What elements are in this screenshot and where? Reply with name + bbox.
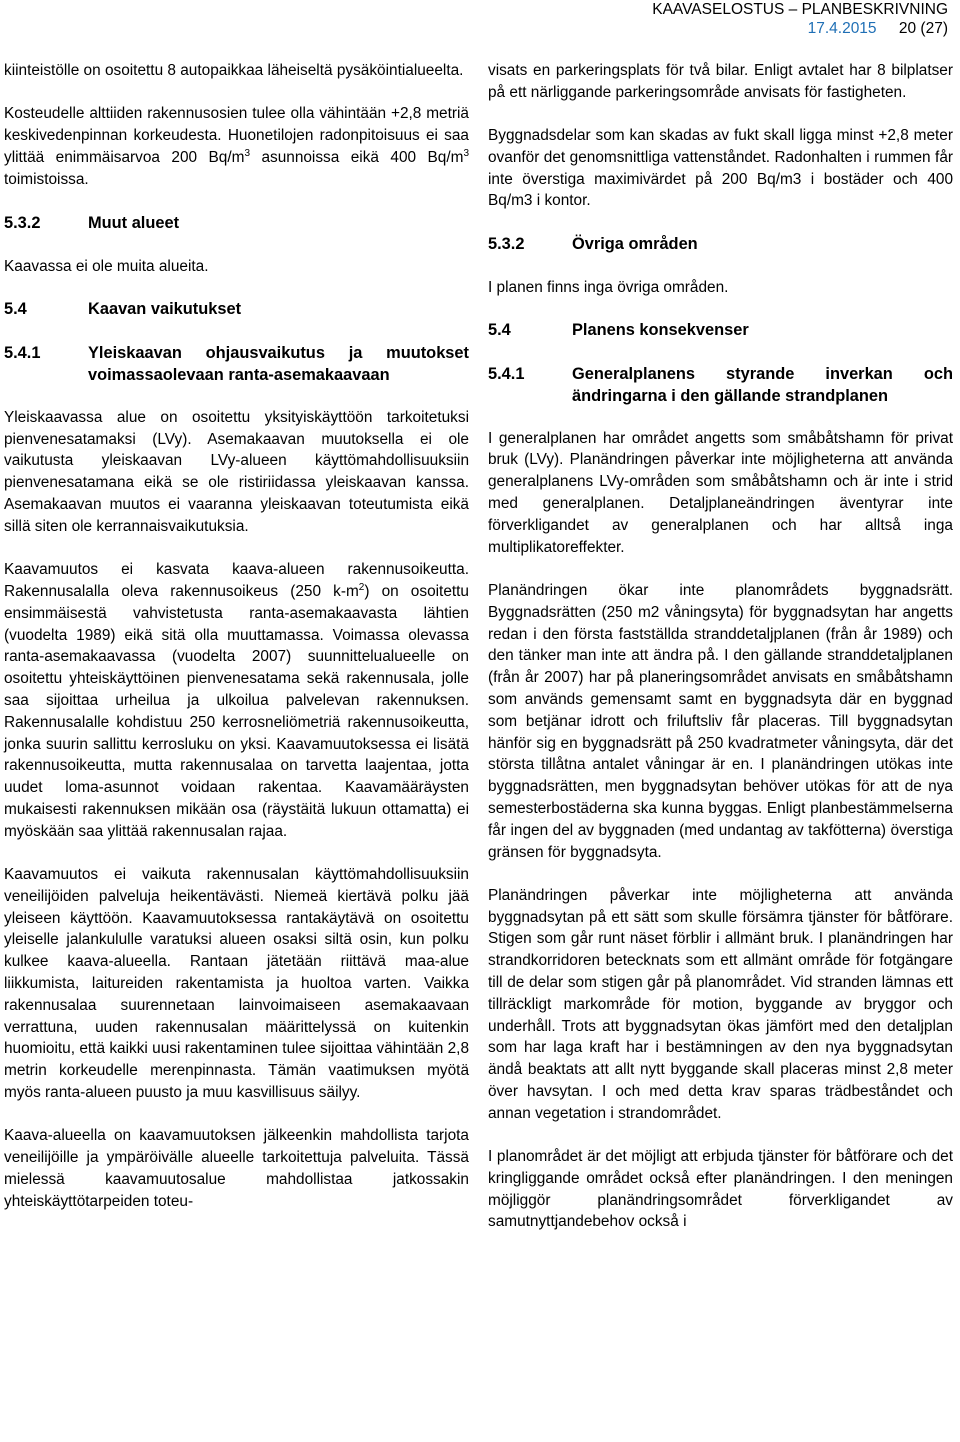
document-title: KAAVASELOSTUS – PLANBESKRIVNING — [652, 1, 948, 18]
sv-heading-5-3-2: 5.3.2 Övriga områden — [488, 234, 698, 253]
sv-paragraph-shore-path: Planändringen påverkar inte möjligheterna att använda byggnadsytan på ett sätt som skulle försämra tjänster för båtförare. Stigen som går runt näset förblir i allmänt bruk. I planändringen har strandkorridoren betecknats som ett allmänt område för fotgängare till de delar som stigen går på planområdet. Vid stranden lämnas ett tillräckligt markområde för motion, byggande av bryggor och underhåll. Trots att byggnadsytan ökas jämfört med den detaljplan som har laga kraft har i bestämningen av den nya byggnadsytan ändå beaktats att allt nytt byggande skall placeras minst 2,8 meter över havsytan. I och med detta krav sparas trädbeståndet och annan vegetation i strandområdet. — [488, 886, 953, 1122]
sv-paragraph-building-rights: Planändringen ökar inte planområdets byggnadsrätt. Byggnadsrätten (250 m2 våningsyta) för byggnadsytan har angetts redan i den första fastställda stranddetaljplanen (från år 1989) och den tänker man inte att ändra på. I den gällande stranddetaljplanen (från år 2007) har på planeringsområdet anvisats en småbåtshamn som används gemensamt samt en byggnadsyta där en byggnad som betjänar idrott och friluftsliv får placeras. Till byggnadsytan hänför sig en byggnadsrätt på 250 kvadratmeter våningsyta, där det största tillåtna antalet våningar är en. I planändringen utökas inte byggnadsrätten, men byggnadsytan behöver utökas för att de nya semesterbostäderna ska kunna byggas. Enligt planbestämmelserna får ingen del av byggnaden (med undantag av takfötterna) överstiga gränsen för byggnadsyta. — [488, 581, 953, 861]
sv-heading-5-4-1: 5.4.1 Generalplanens styrande inverkan och ändringarna i den gällande strandplanen — [488, 364, 953, 405]
date-page-line — [652, 19, 948, 38]
sv-paragraph-parking: visats en parkeringsplats för två bilar. Enligt avtalet har 8 bilplatser på ett närliggande parkeringsområde anvisats för fastigheten. — [488, 62, 953, 101]
sv-heading-5-4: 5.4 Planens konsekvenser — [488, 320, 749, 339]
document-date: 17.4.2015 — [807, 20, 877, 37]
page-header — [652, 0, 948, 38]
fi-paragraph-shore-path: Kaavamuutos ei vaikuta rakennusalan käyttömahdollisuuksiin veneilijöiden palveluja heikentävästi. Niemeä kiertävä polku jää yleiseen käyttöön. Kaavamuutoksessa rantakäytävä on osoitettu yleiselle jalankululle varatuksi alueen osaksi siltä osin, kun polku kulkee kaava-alueella. Rantaan jätetään riittävä maa-alue liikkumista, laitureiden rakentamista ja huoltoa varten. Vaikka rakennusalaa suurennetaan lainvoimaiseen asemakaavaan verrattuna, uuden rakennusalan määrittelyssä on kuitenkin huomioitu, että kaikki uusi rakentaminen tulee sijoittaa vähintään 2,8 metrin korkeudelle merenpinnasta. Tämän vaatimuksen myötä myös ranta-alueen puusto ja muu kasvillisuus säilyy. — [4, 866, 469, 1101]
fi-paragraph-general-plan: Yleiskaavassa alue on osoitettu yksityiskäyttöön tarkoitetuksi pienvenesatamaksi (LVy). Asemakaavan muutoksella ei ole vaikutusta yleiskaavan LVy-alueen käyttömahdollisuuksiin pienvenesatamana eikä se ole ristiriidassa yleiskaavan kanssa. Asemakaavan muutos ei vaaranna yleiskaavan toteutumista eikä sillä siten ole kerrannaisvaikutuksia. — [4, 408, 469, 535]
page-number: 20 (27) — [898, 20, 948, 37]
fi-paragraph-moisture: Kosteudelle alttiiden rakennusosien tulee olla vähintään +2,8 metriä keskivedenpinnan korkeudesta. Huonetilojen radonpitoisuus ei saa ylittää enimmäisarvoa 200 $Bq/m^3$ asunnoissa eikä 400 $Bq/m^3$ toimistoissa. — [4, 105, 469, 188]
fi-paragraph-building-rights: Kaavamuutos ei kasvata kaava-alueen rakennusoikeutta. Rakennusalalla oleva rakennusoikeus (250 $k-m^2$) on osoitettu ensimmäisestä vahvistetusta ranta-asemakaavasta lähtien (vuodelta 1989) eikä sitä olla muuttamassa. Voimassa olevassa ranta-asemakaavassa (vuodelta 2007) suunnittelualueelle on osoitettu yhteiskäyttöinen pienvenesatama sekä rakennusala, jolle saa sijoittaa urheilua ja ulkoilua palvelevan rakennuksen. Rakennusalalle kohdistuu 250 kerrosneliömetriä rakennusoikeutta, jonka suurin sallittu kerrosluku on yksi. Kaavamuutoksessa ei lisätä rakennusoikeutta, mutta rakennusalaa on tarvetta laajentaa, jotta uudet loma-asunnot voidaan rakentaa. Kaavamääräysten mukaisesti rakennuksen mikään osa (räystäitä lukuun ottamatta) ei myöskään saa ylittää rakennusalan rajaa. — [4, 561, 469, 840]
swedish-column — [488, 60, 953, 1255]
sv-paragraph-services: I planområdet är det möjligt att erbjuda tjänster för båtförare och det kringliggande området också efter planändringen. I den meningen möjliggör planändringsområdet förverkligandet av samutnyttjandebehov också i — [488, 1148, 953, 1231]
fi-heading-5-4-1: 5.4.1 Yleiskaavan ohjausvaikutus ja muutokset voimassaolevaan ranta-asemakaavaan — [4, 343, 469, 384]
fi-paragraph-parking: kiinteistölle on osoitettu 8 autopaikkaa läheiseltä pysäköintialueelta. — [4, 62, 464, 79]
sv-paragraph-moisture: Byggnadsdelar som kan skadas av fukt skall ligga minst +2,8 meter ovanför det genomsnittliga vattenståndet. Radonhalten i rummen får inte överstiga maximivärdet på 200 Bq/m3 i bostäder och 400 Bq/m3 i kontor. — [488, 127, 953, 210]
finnish-column — [4, 60, 469, 1234]
sv-paragraph-general-plan: I generalplanen har området angetts som småbåtshamn för privat bruk (LVy). Planändringen påverkar inte möjligheterna att använda generalplanens LVy-områden som småbåtshamn och är inte i strid med generalplanen. Detaljplaneändringen äventyrar inte förverkligandet av generalplanen och har alltså inga multiplikatoreffekter. — [488, 429, 953, 556]
fi-heading-5-4: 5.4 Kaavan vaikutukset — [4, 300, 242, 319]
sv-paragraph-other-areas: I planen finns inga övriga områden. — [488, 278, 729, 296]
fi-paragraph-other-areas: Kaavassa ei ole muita alueita. — [4, 257, 209, 275]
fi-heading-5-3-2: 5.3.2 Muut alueet — [4, 213, 180, 232]
fi-paragraph-services: Kaava-alueella on kaavamuutoksen jälkeenkin mahdollista tarjota veneilijöille ja ympäröivälle alueelle tarkoitettuja palveluita. Tässä mielessä kaavamuutosalue mahdollistaa jatkossakin yhteiskäyttötarpeiden toteu- — [4, 1127, 469, 1210]
